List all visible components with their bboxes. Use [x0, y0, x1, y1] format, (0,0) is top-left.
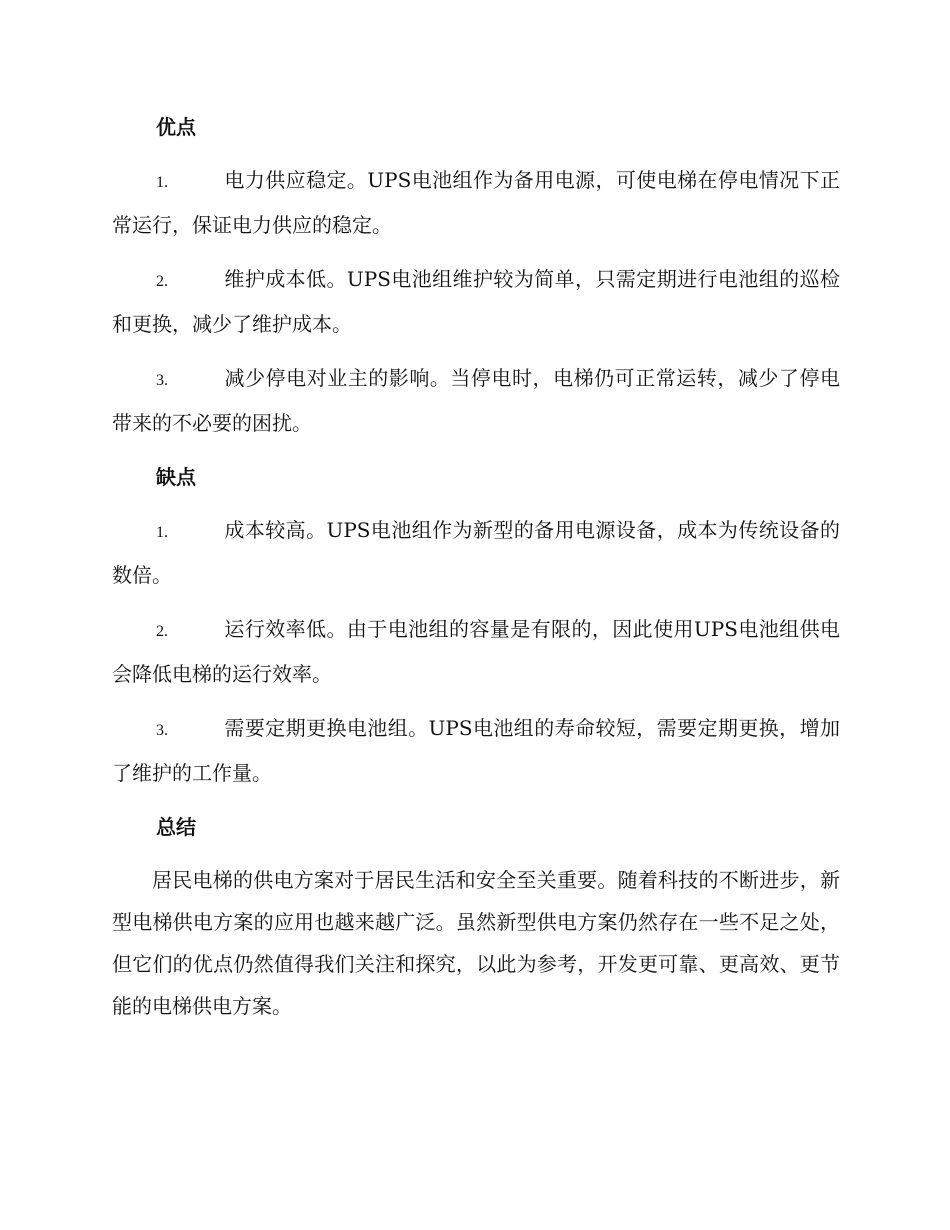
list-number: 3.: [156, 722, 168, 739]
list-item-text: 减少停电对业主的影响。当停电时，电梯仍可正常运转，减少了停电带来的不必要的困扰。: [112, 366, 840, 435]
list-item-text: 维护成本低。UPS电池组维护较为简单，只需定期进行电池组的巡检和更换，减少了维护成本。: [112, 267, 840, 336]
advantage-item-1: [112, 159, 840, 246]
disadvantage-item-3: [112, 707, 840, 794]
list-item-text: 成本较高。UPS电池组作为新型的备用电源设备，成本为传统设备的数倍。: [112, 518, 840, 587]
list-number: 2.: [156, 273, 168, 290]
list-item-text: 运行效率低。由于电池组的容量是有限的，因此使用UPS电池组供电会降低电梯的运行效率。: [112, 617, 840, 686]
list-number: 2.: [156, 623, 168, 640]
summary-paragraph: 居民电梯的供电方案对于居民生活和安全至关重要。随着科技的不断进步，新型电梯供电方案的应用也越来越广泛。虽然新型供电方案仍然存在一些不足之处，但它们的优点仍然值得我们关注和探究，以此为参考，开发更可靠、更高效、更节能的电梯供电方案。: [112, 868, 840, 1018]
advantage-item-3: [112, 357, 840, 444]
disadvantage-item-2: [112, 608, 840, 695]
list-number: 3.: [156, 372, 168, 389]
advantages-heading: 优点: [156, 115, 196, 139]
document-body: [112, 106, 840, 1027]
disadvantage-item-1: [112, 509, 840, 596]
list-number: 1.: [156, 524, 168, 541]
advantage-item-2: [112, 258, 840, 345]
summary-heading: 总结: [156, 815, 196, 839]
list-number: 1.: [156, 174, 168, 191]
list-item-text: 电力供应稳定。UPS电池组作为备用电源，可使电梯在停电情况下正常运行，保证电力供应的稳定。: [112, 168, 840, 237]
disadvantages-heading: 缺点: [156, 465, 196, 489]
list-item-text: 需要定期更换电池组。UPS电池组的寿命较短，需要定期更换，增加了维护的工作量。: [112, 716, 840, 785]
